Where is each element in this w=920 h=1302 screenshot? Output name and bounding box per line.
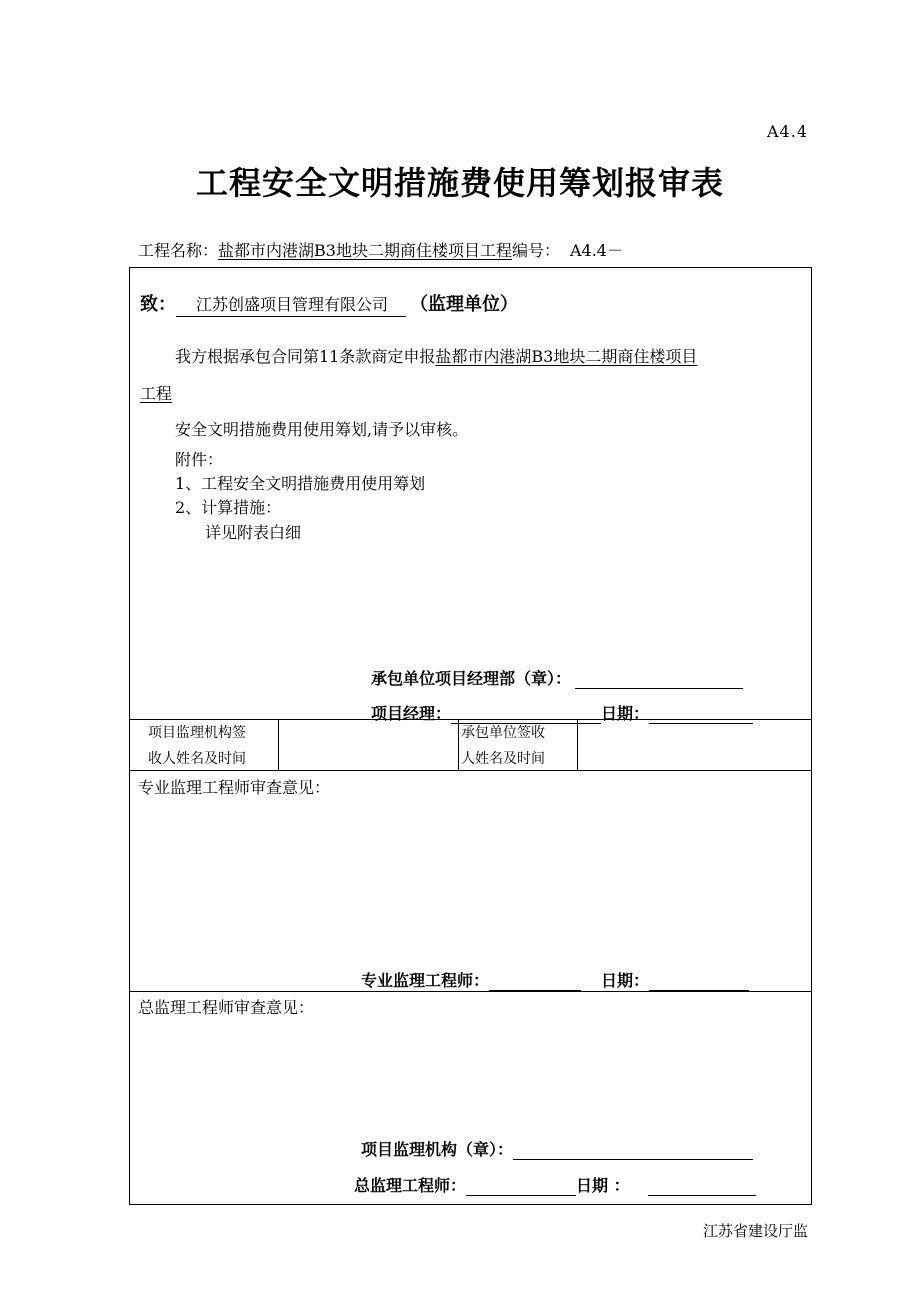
form-code: A4.4 [767, 122, 808, 141]
attachments-label: 附件： [175, 450, 224, 469]
chief-review-heading: 总监理工程师审查意见： [138, 998, 315, 1017]
contractor-dept-seal-line [371, 666, 743, 689]
supervisor-receipt-label-line1: 项目监理机构签 [148, 725, 246, 741]
supervision-org-label: 项目监理机构（章）： [361, 1140, 514, 1159]
request-line-2: 工程 [140, 384, 173, 403]
attachment-2-detail: 详见附表白细 [205, 523, 302, 542]
supervisor-receipt-label-line2: 收人姓名及时间 [148, 751, 246, 767]
contractor-date-label: 日期： [601, 704, 650, 723]
chief-date-blank [648, 1177, 756, 1196]
specialist-sign-line [361, 968, 749, 991]
project-manager-line [371, 701, 753, 724]
addressee-prefix: 致： [140, 294, 176, 315]
request-line-1 [175, 344, 697, 367]
specialist-review-heading: 专业监理工程师审查意见： [138, 778, 331, 797]
specialist-date-blank [649, 972, 749, 991]
attachment-1: 1、工程安全文明措施费用使用筹划 [175, 474, 426, 493]
project-number-value: A4.4－ [569, 241, 623, 260]
chief-engineer-label: 总监理工程师： [354, 1176, 467, 1195]
addressee-suffix: （监理单位） [410, 294, 519, 315]
contractor-date-blank [649, 705, 753, 724]
request-line1-project: 盐都市内港湖B3地块二期商住楼项目 [435, 347, 698, 366]
chief-sign-line [354, 1173, 756, 1196]
contractor-dept-label: 承包单位项目经理部（章）： [371, 669, 572, 688]
addressee-line [140, 290, 518, 317]
project-number-label: 编号： [511, 241, 560, 260]
receipt-divider-3 [577, 719, 578, 770]
contractor-receipt-label-line2: 人姓名及时间 [461, 751, 545, 767]
contractor-receipt-label [461, 720, 545, 772]
contractor-dept-blank [575, 670, 743, 689]
chief-engineer-blank [466, 1177, 576, 1196]
project-name-value: 盐都市内港湖B3地块二期商住楼项目工程 [218, 241, 512, 260]
contractor-receipt-label-line1: 承包单位签收 [461, 725, 545, 741]
request-line1-prefix: 我方根据承包合同第11条款商定申报 [175, 347, 436, 366]
specialist-engineer-blank [489, 972, 581, 991]
supervisor-receipt-label [148, 720, 246, 772]
addressee-value: 江苏创盛项目管理有限公司 [176, 292, 406, 317]
chief-date-label: 日期 ： [576, 1176, 630, 1195]
specialist-engineer-label: 专业监理工程师： [361, 971, 490, 990]
attachment-2: 2、计算措施： [175, 498, 282, 517]
request-line-3: 安全文明措施费用使用筹划,请予以审核。 [175, 420, 469, 439]
project-info-line [138, 238, 623, 261]
project-name-label: 工程名称： [138, 241, 219, 260]
receipt-divider-2 [458, 719, 459, 770]
supervision-org-seal-line [361, 1137, 753, 1160]
receipt-divider-1 [278, 719, 279, 770]
project-manager-label: 项目经理： [371, 704, 452, 723]
footer-issuer: 江苏省建设厅监 [702, 1222, 808, 1240]
supervision-org-blank [513, 1141, 753, 1160]
separator-chief-top [129, 991, 812, 992]
specialist-date-label: 日期： [601, 971, 650, 990]
page-title: 工程安全文明措施费使用筹划报审表 [195, 164, 724, 202]
